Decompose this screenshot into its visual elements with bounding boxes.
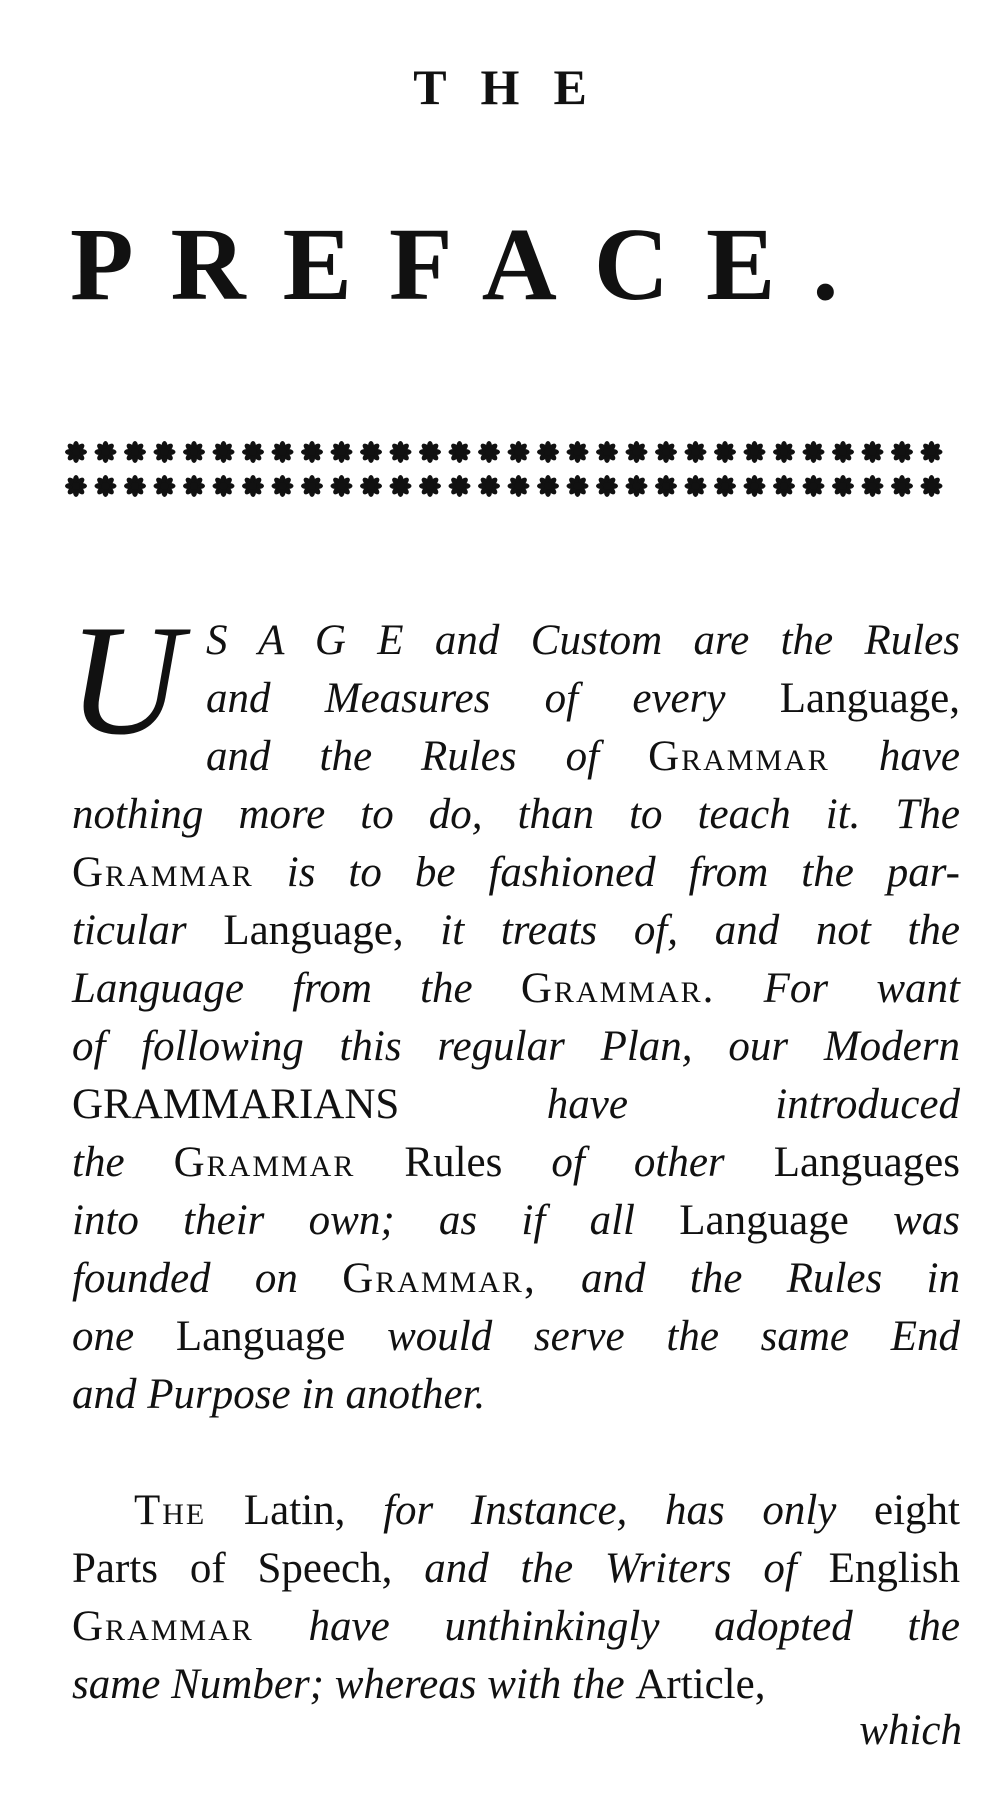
fleuron-icon [360, 475, 382, 497]
text-run: have introduced [399, 1081, 960, 1128]
fleuron-icon [213, 475, 235, 497]
text-line [72, 728, 960, 786]
fleuron-icon [803, 475, 825, 497]
fleuron-icon [124, 441, 146, 463]
text-run: Language from the [72, 965, 521, 1012]
text-run: of following this regular Plan, our Modern [72, 1023, 960, 1070]
text-run: Languages [773, 1139, 960, 1186]
fleuron-icon [832, 441, 854, 463]
text-line [72, 1134, 960, 1192]
fleuron-icon [183, 475, 205, 497]
fleuron-icon [360, 441, 382, 463]
fleuron-icon [301, 475, 323, 497]
fleuron-icon [773, 441, 795, 463]
text-run: nothing more to do, than to teach it. The [72, 791, 960, 838]
text-run: Grammar [72, 849, 254, 896]
fleuron-icon [390, 441, 412, 463]
fleuron-icon [154, 441, 176, 463]
text-run: was [848, 1197, 960, 1244]
text-run: into their own; as if all [72, 1197, 680, 1244]
fleuron-icon [655, 475, 677, 497]
text-line [72, 1308, 960, 1366]
fleuron-icon [213, 441, 235, 463]
fleuron-icon [508, 441, 530, 463]
fleuron-icon [449, 475, 471, 497]
fleuron-icon [272, 441, 294, 463]
text-line [72, 1366, 960, 1424]
text-run: and Custom are the Rules [403, 617, 960, 664]
fleuron-icon [862, 441, 884, 463]
text-run: Rules [355, 1139, 552, 1186]
text-run: GRAMMARIANS [72, 1081, 400, 1128]
fleuron-icon [183, 441, 205, 463]
text-line [72, 670, 960, 728]
text-line [72, 1482, 960, 1540]
text-run: eight [874, 1487, 960, 1534]
fleuron-icon [478, 441, 500, 463]
text-run: of other [551, 1139, 774, 1186]
fleuron-icon [714, 475, 736, 497]
text-line [72, 786, 960, 844]
text-run: ticular [72, 907, 224, 954]
text-run: same Number; whereas with the [72, 1661, 636, 1708]
text-run: Language [679, 1197, 849, 1244]
fleuron-icon [921, 441, 943, 463]
text-run: Language, [223, 907, 441, 954]
text-run: and Purpose in another. [72, 1371, 486, 1418]
fleuron-icon [596, 441, 618, 463]
fleuron-icon [567, 475, 589, 497]
text-line [72, 1018, 960, 1076]
text-line [72, 902, 960, 960]
paragraph-1 [72, 612, 960, 1424]
text-run: For want [715, 965, 960, 1012]
text-line [72, 1598, 960, 1656]
fleuron-icon [331, 441, 353, 463]
text-run: and the Rules in [536, 1255, 960, 1302]
fleuron-icon [567, 441, 589, 463]
text-run: Grammar, [342, 1255, 537, 1302]
text-run: have unthinkingly adopted the [253, 1603, 960, 1650]
fleuron-icon [891, 475, 913, 497]
text-run: English [828, 1545, 960, 1592]
text-line [72, 960, 960, 1018]
fleuron-icon [685, 441, 707, 463]
text-run: is to be fashioned from the par- [253, 849, 960, 896]
drop-cap-letter: U [68, 593, 183, 768]
text-run: and the Rules of [206, 733, 649, 780]
fleuron-icon [154, 475, 176, 497]
fleuron-icon [832, 475, 854, 497]
fleuron-icon [508, 475, 530, 497]
paragraph-2 [72, 1482, 960, 1714]
text-run: would serve the same End [345, 1313, 960, 1360]
fleuron-icon [626, 475, 648, 497]
text-line [72, 1192, 960, 1250]
heading-the: THE [413, 59, 621, 115]
catchword: which [859, 1707, 962, 1754]
fleuron-icon [803, 441, 825, 463]
text-line [72, 1250, 960, 1308]
text-run: S A G E [206, 617, 404, 664]
text-run: one [72, 1313, 176, 1360]
fleuron-icon [124, 475, 146, 497]
fleuron-icon [242, 475, 264, 497]
fleuron-icon [478, 475, 500, 497]
fleuron-icon [537, 441, 559, 463]
fleuron-icon [449, 441, 471, 463]
text-run: Grammar [72, 1603, 254, 1650]
text-line [72, 1540, 960, 1598]
text-line [72, 1076, 960, 1134]
fleuron-icon [95, 441, 117, 463]
fleuron-icon [744, 475, 766, 497]
fleuron-icon [685, 475, 707, 497]
text-run: Grammar. [520, 965, 716, 1012]
text-run: founded on [72, 1255, 343, 1302]
fleuron-icon [596, 475, 618, 497]
fleuron-icon [272, 475, 294, 497]
fleuron-icon [655, 441, 677, 463]
fleuron-icon [331, 475, 353, 497]
heading-preface: PREFACE. [70, 207, 876, 322]
text-line [72, 1656, 960, 1714]
fleuron-icon [301, 441, 323, 463]
text-run: Parts of Speech, [72, 1545, 425, 1592]
fleuron-icon [95, 475, 117, 497]
text-run: for Instance, has only [383, 1487, 875, 1534]
text-line [72, 612, 960, 670]
preface-body [68, 593, 961, 1714]
text-run: it treats of, and not the [440, 907, 960, 954]
text-run: Grammar [173, 1139, 356, 1186]
fleuron-icon [744, 441, 766, 463]
fleuron-icon [65, 475, 87, 497]
fleuron-icon [537, 475, 559, 497]
fleuron-icon [390, 475, 412, 497]
text-run: Article, [635, 1661, 766, 1708]
text-run: Grammar [648, 733, 830, 780]
fleuron-icon [891, 441, 913, 463]
fleuron-icon [862, 475, 884, 497]
text-run: Latin, [206, 1487, 384, 1534]
text-run: have [829, 733, 961, 780]
text-run: The [134, 1487, 207, 1534]
text-run: Language, [779, 675, 960, 722]
fleuron-icon [714, 441, 736, 463]
text-run: the [72, 1139, 174, 1186]
text-run: and Measures of every [206, 675, 780, 722]
fleuron-icon [773, 475, 795, 497]
fleuron-icon [419, 441, 441, 463]
ornamental-border [62, 436, 952, 506]
text-run: Language [175, 1313, 346, 1360]
text-run: and the Writers of [424, 1545, 829, 1592]
fleuron-icon [65, 441, 87, 463]
fleuron-icon [921, 475, 943, 497]
fleuron-icon [242, 441, 264, 463]
fleuron-icon [419, 475, 441, 497]
text-line [72, 844, 960, 902]
fleuron-icon [626, 441, 648, 463]
